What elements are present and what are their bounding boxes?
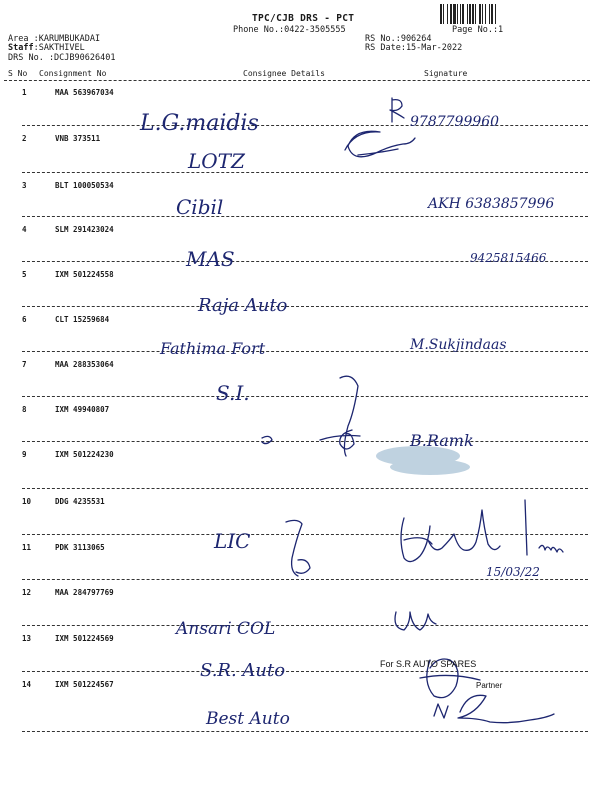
stamp-smudge-r8 [376,446,470,475]
row-consignment-number: IXM 49940807 [55,405,110,414]
row-serial-number: 2 [22,134,27,143]
hw-phone-r1: 9787799960 [410,114,500,130]
col-consignment: Consignment No [39,69,107,78]
stamp-line-2: Partner [476,681,503,690]
row-divider [22,216,588,217]
col-signature: Signature [424,69,468,78]
staff-label: Staff [8,43,34,53]
hw-signature-r6: M.Sukjindaas [410,337,507,353]
row-serial-number: 13 [22,634,32,643]
row-serial-number: 11 [22,543,32,552]
rs-number: RS No.:906264 [365,34,432,44]
rs-date: RS Date:15-Mar-2022 [365,43,463,53]
col-sno: S No [8,69,28,78]
page-number: Page No.:1 [452,25,504,35]
hw-consignee-r7: S.I. [216,381,250,405]
row-consignment-number: CLT 15259684 [55,315,110,324]
row-serial-number: 3 [22,181,27,190]
row-serial-number: 6 [22,315,27,324]
header-divider [4,80,590,81]
row-divider [22,261,588,262]
row-serial-number: 4 [22,225,27,234]
signature-stamp-r13 [420,659,480,698]
row-divider [22,306,588,307]
row-divider [22,534,588,535]
row-serial-number: 9 [22,450,27,459]
row-divider [22,172,588,173]
barcode [440,4,548,24]
hw-signature-r8: B.Ramk [410,431,474,450]
signature-r12 [395,612,436,630]
col-consignee: Consignee Details [243,69,325,78]
row-divider [22,671,588,672]
signature-large-r10 [401,500,527,562]
row-serial-number: 12 [22,588,32,597]
hw-date-r11: 15/03/22 [486,565,540,579]
row-divider [22,731,588,732]
hw-phone-r4: 9425815466 [470,251,547,265]
row-divider [22,441,588,442]
row-divider [22,396,588,397]
signature-loop-r7 [320,376,360,456]
row-serial-number: 14 [22,680,32,689]
stamp-line-1: For S.R AUTO SPARES [380,659,477,669]
hw-consignee-r5: Raja Auto [198,295,288,316]
hw-consignee-r13: S.R. Auto [200,660,286,681]
hw-consignee-r1: L.G.maidis [140,111,259,136]
mark-r8 [262,436,272,443]
row-divider [22,351,588,352]
row-serial-number: 7 [22,360,27,369]
row-divider [22,488,588,489]
row-serial-number: 8 [22,405,27,414]
row-serial-number: 1 [22,88,27,97]
row-divider [22,125,588,126]
row-consignment-number: PDK 3113065 [55,543,105,552]
area: Area :KARUMBUKADAI [8,34,101,44]
hw-consignee-r14: Best Auto [206,709,290,729]
row-consignment-number: IXM 501224569 [55,634,114,643]
document-title: TPC/CJB DRS - PCT [252,13,355,24]
hw-consignee-r2: LOTZ [188,149,245,173]
row-serial-number: 5 [22,270,27,279]
hw-consignee-r6: Fathima Fort [160,339,266,358]
signature-r14 [434,695,554,722]
drs-number: DRS No. :DCJB90626401 [8,53,116,63]
row-consignment-number: MAA 288353064 [55,360,114,369]
row-consignment-number: BLT 100050534 [55,181,114,190]
staff [8,43,85,53]
hw-consignee-r3: Cibil [176,195,224,219]
hw-signature-r3: AKH 6383857996 [428,196,555,212]
row-consignment-number: VNB 373511 [55,134,101,143]
signature-r11 [539,545,563,552]
hw-consignee-r10: LIC [214,529,251,553]
row-consignment-number: SLM 291423024 [55,225,114,234]
row-consignment-number: DDG 4235531 [55,497,105,506]
row-consignment-number: IXM 501224558 [55,270,114,279]
hw-consignee-r4: MAS [186,247,235,271]
row-serial-number: 10 [22,497,32,506]
row-consignment-number: IXM 501224230 [55,450,114,459]
row-consignment-number: MAA 563967034 [55,88,114,97]
phone-number: Phone No.:0422-3505555 [233,25,346,35]
row-divider [22,625,588,626]
hw-consignee-r12: Ansari COL [176,619,276,639]
row-divider [22,579,588,580]
company-stamp [380,659,503,690]
signature-squiggle-r1 [390,98,404,122]
signature-bracket-r10 [286,520,310,576]
signature-scribble-r2 [345,131,415,157]
row-consignment-number: IXM 501224567 [55,680,114,689]
row-consignment-number: MAA 284797769 [55,588,114,597]
staff-value: :SAKTHIVEL [33,43,85,53]
